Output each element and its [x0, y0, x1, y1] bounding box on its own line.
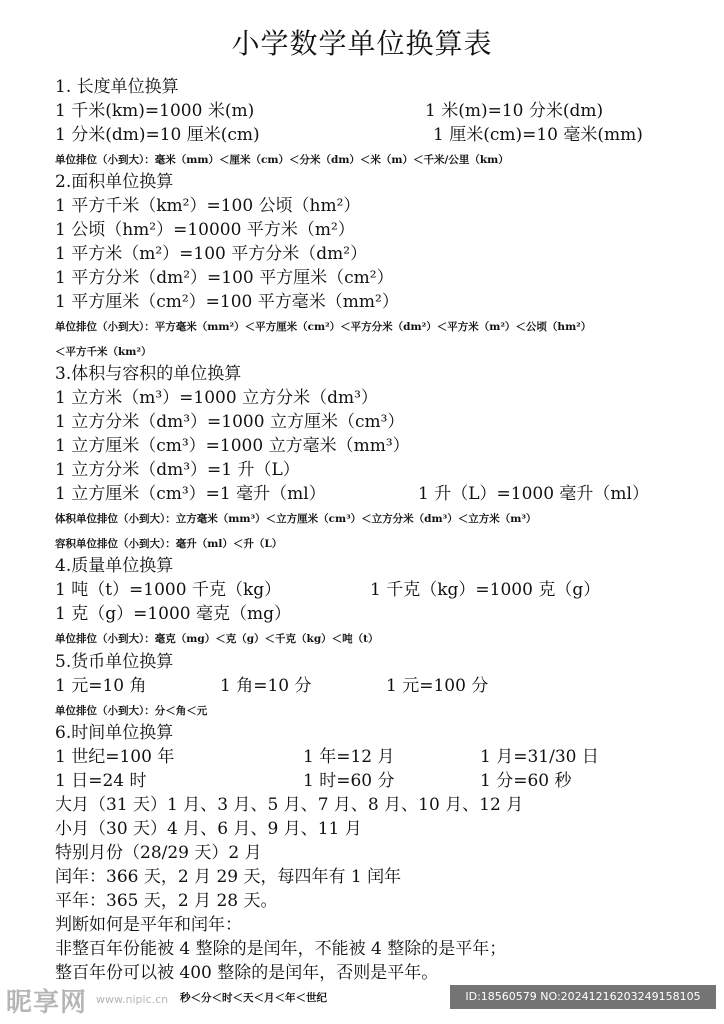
- length-rule-dm-cm: 1 分米(dm)=10 厘米(cm): [55, 125, 260, 145]
- time-rule-month: 1 月=31/30 日: [480, 747, 599, 767]
- volume-rule-5: 1 立方厘米（cm³）=1 毫升（ml）: [55, 484, 326, 504]
- length-rule-m-dm: 1 米(m)=10 分米(dm): [425, 101, 604, 121]
- leap-year: 闰年：366 天，2 月 29 天，每四年有 1 闰年: [55, 867, 402, 887]
- money-heading: 5.货币单位换算: [55, 652, 174, 672]
- volume-heading: 3.体积与容积的单位换算: [55, 364, 242, 384]
- leap-rule-2: 整百年份可以被 400 整除的是闰年，否则是平年。: [55, 963, 439, 983]
- common-year: 平年：365 天，2 月 28 天。: [55, 891, 278, 911]
- length-rule-km-m: 1 千米(km)=1000 米(m): [55, 101, 255, 121]
- capacity-order: 容积单位排位（小到大）：毫升（ml）＜升（L）: [55, 538, 283, 550]
- page-title: 小学数学单位换算表: [231, 27, 493, 60]
- special-month: 特别月份（28/29 天）2 月: [55, 843, 262, 863]
- time-rule-century: 1 世纪=100 年: [55, 747, 175, 767]
- length-heading: 1. 长度单位换算: [55, 77, 179, 97]
- watermark-url: www.nipic.cn: [96, 993, 169, 1006]
- money-rule-yuan-fen: 1 元=100 分: [386, 676, 489, 696]
- mass-rule-t-kg: 1 吨（t）=1000 千克（kg）: [55, 580, 282, 600]
- small-months: 小月（30 天）4 月、6 月、9 月、11 月: [55, 819, 362, 839]
- volume-rule-2: 1 立方分米（dm³）=1000 立方厘米（cm³）: [55, 412, 405, 432]
- area-rule-4: 1 平方分米（dm²）=100 平方厘米（cm²）: [55, 268, 394, 288]
- money-rule-jiao-fen: 1 角=10 分: [220, 676, 312, 696]
- time-rule-day: 1 日=24 时: [55, 771, 147, 791]
- time-rule-year: 1 年=12 月: [303, 747, 395, 767]
- volume-rule-4: 1 立方分米（dm³）=1 升（L）: [55, 460, 300, 480]
- mass-rule-kg-g: 1 千克（kg）=1000 克（g）: [370, 580, 601, 600]
- area-order-line1: 单位排位（小到大）：平方毫米（mm²）＜平方厘米（cm²）＜平方分米（dm²）＜平方米（m²）＜公顷（hm²）: [55, 321, 592, 333]
- area-order-line2: ＜平方千米（km²）: [55, 346, 152, 358]
- watermark-logo: 昵享网: [6, 988, 88, 1018]
- area-rule-5: 1 平方厘米（cm²）=100 平方毫米（mm²）: [55, 292, 399, 312]
- big-months: 大月（31 天）1 月、3 月、5 月、7 月、8 月、10 月、12 月: [55, 795, 524, 815]
- time-rule-hour: 1 时=60 分: [303, 771, 395, 791]
- mass-order: 单位排位（小到大）：毫克（mg）＜克（g）＜千克（kg）＜吨（t）: [55, 633, 379, 645]
- watermark-id-badge: ID:18560579 NO:20241216203249158105: [450, 985, 716, 1009]
- area-rule-3: 1 平方米（m²）=100 平方分米（dm²）: [55, 244, 368, 264]
- mass-heading: 4.质量单位换算: [55, 556, 174, 576]
- volume-rule-3: 1 立方厘米（cm³）=1000 立方毫米（mm³）: [55, 436, 410, 456]
- time-rule-minute: 1 分=60 秒: [480, 771, 572, 791]
- length-order: 单位排位（小到大）：毫米（mm）＜厘米（cm）＜分米（dm）＜米（m）＜千米/公里（km）: [55, 154, 509, 166]
- volume-rule-6: 1 升（L）=1000 毫升（ml）: [418, 484, 649, 504]
- area-rule-1: 1 平方千米（km²）=100 公顷（hm²）: [55, 196, 361, 216]
- time-heading: 6.时间单位换算: [55, 723, 174, 743]
- time-order: 秒＜分＜时＜天＜月＜年＜世纪: [180, 992, 327, 1004]
- judge-heading: 判断如何是平年和闰年：: [55, 915, 242, 935]
- money-order: 单位排位（小到大）：分＜角＜元: [55, 705, 208, 717]
- area-rule-2: 1 公顷（hm²）=10000 平方米（m²）: [55, 220, 355, 240]
- mass-rule-g-mg: 1 克（g）=1000 毫克（mg）: [55, 604, 292, 624]
- volume-order: 体积单位排位（小到大）：立方毫米（mm³）＜立方厘米（cm³）＜立方分米（dm³）＜立方米（m³）: [55, 513, 537, 525]
- money-rule-yuan-jiao: 1 元=10 角: [55, 676, 147, 696]
- length-rule-cm-mm: 1 厘米(cm)=10 毫米(mm): [433, 125, 643, 145]
- volume-rule-1: 1 立方米（m³）=1000 立方分米（dm³）: [55, 388, 378, 408]
- area-heading: 2.面积单位换算: [55, 172, 174, 192]
- leap-rule-1: 非整百年份能被 4 整除的是闰年，不能被 4 整除的是平年；: [55, 939, 507, 959]
